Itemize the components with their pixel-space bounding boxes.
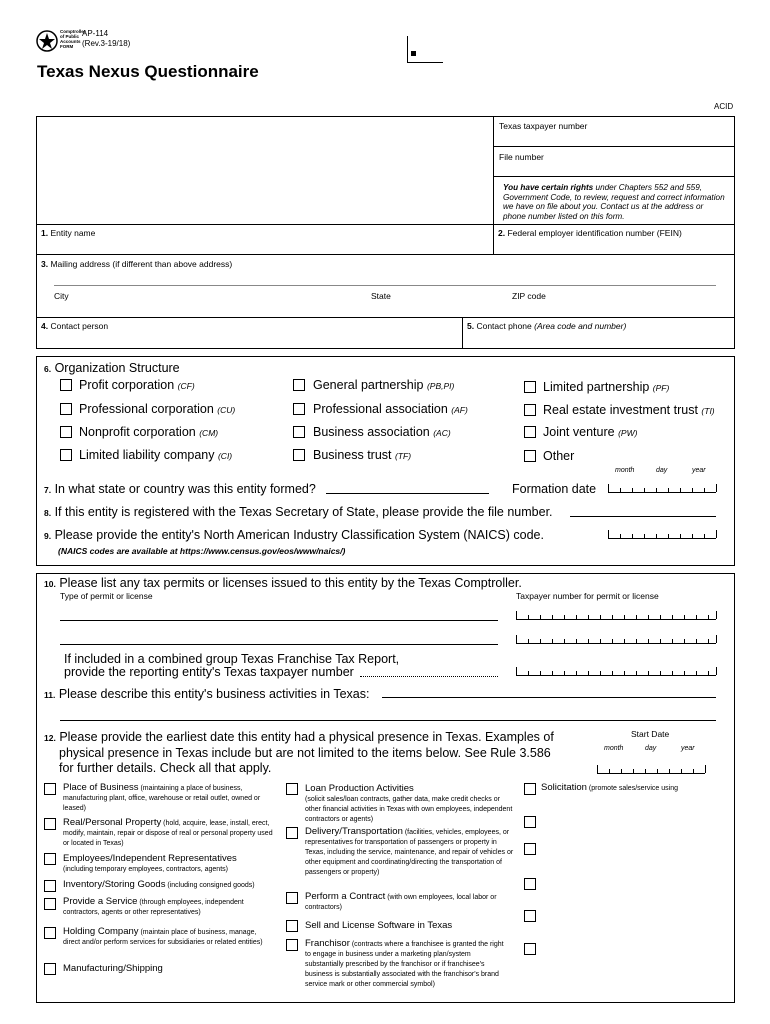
file-number-field[interactable]: File number <box>499 152 544 162</box>
professional-corp-checkbox[interactable] <box>60 403 72 415</box>
provide-service-checkbox[interactable] <box>44 898 56 910</box>
unlabeled-checkbox-5[interactable] <box>524 943 536 955</box>
professional-assoc-label: Professional association (AF) <box>313 402 468 416</box>
permit-taxpayer-input-1[interactable] <box>516 612 716 620</box>
professional-assoc-checkbox[interactable] <box>293 403 305 415</box>
inventory-item: Inventory/Storing Goods (including consigned goods) <box>63 879 255 890</box>
business-trust-label: Business trust (TF) <box>313 448 412 462</box>
start-month-label: month <box>604 745 624 752</box>
naics-note: (NAICS codes are available at https://www.census.gov/eos/www/naics/) <box>58 546 346 556</box>
business-assoc-checkbox[interactable] <box>293 426 305 438</box>
franchisor-item: Franchisor (contracts where a franchisee is granted the right to engage in business under a marketing plan/system substantially prescribed by the franchisor or if franchisee's business is substantially associated with the franchisor's brand service mark or other commercial symbol) <box>305 938 504 988</box>
permit-type-header: Type of permit or license <box>60 591 153 601</box>
reporting-entity-number-input[interactable] <box>516 668 716 676</box>
limited-partnership-checkbox[interactable] <box>524 381 536 393</box>
contact-phone-field[interactable]: 5. Contact phone (Area code and number) <box>467 321 627 331</box>
profit-corp-label: Profit corporation (CF) <box>79 378 195 392</box>
perform-contract-checkbox[interactable] <box>286 892 298 904</box>
other-checkbox[interactable] <box>524 450 536 462</box>
solicitation-item: Solicitation (promote sales/service using <box>541 782 678 793</box>
software-item: Sell and License Software in Texas <box>305 920 453 931</box>
comptroller-seal <box>36 30 58 52</box>
q7-text: 7. In what state or country was this entity formed? <box>44 482 316 496</box>
zip-field[interactable]: ZIP code <box>512 291 546 301</box>
business-activities-input-1[interactable] <box>382 697 716 698</box>
taxpayer-number-field[interactable]: Texas taxpayer number <box>499 121 588 131</box>
formation-month-label: month <box>615 467 635 474</box>
sos-file-number-input[interactable] <box>570 516 716 517</box>
state-formed-input[interactable] <box>326 493 489 494</box>
formation-year-label: year <box>692 467 706 474</box>
start-day-label: day <box>645 745 657 752</box>
formation-day-label: day <box>656 467 668 474</box>
limited-partnership-label: Limited partnership (PF) <box>543 380 670 394</box>
unlabeled-checkbox-3[interactable] <box>524 878 536 890</box>
delivery-item: Delivery/Transportation (facilities, vehicles, employees, or representatives for transportation of passengers or property in Texas, including the service, maintenance, and repair of vehicles or other equipment and coordinating/directing the transportation of passengers or property) <box>305 826 514 876</box>
solicitation-checkbox[interactable] <box>524 783 536 795</box>
permit-type-input-2[interactable] <box>60 644 498 645</box>
perform-contract-item: Perform a Contract (with own employees, local labor or contractors) <box>305 891 497 911</box>
rights-notice: You have certain rights under Chapters 552 and 559, Government Code, to review, request and correct information we have on file about you. Contact us at the address or phone number listed on this form. <box>503 183 725 221</box>
naics-code-input[interactable] <box>608 531 716 539</box>
q9-text: 9. Please provide the entity's North American Industry Classification System (NAICS) code. <box>44 528 544 542</box>
nonprofit-corp-label: Nonprofit corporation (CM) <box>79 425 219 439</box>
professional-corp-label: Professional corporation (CU) <box>79 402 236 416</box>
franchisor-checkbox[interactable] <box>286 939 298 951</box>
unlabeled-checkbox-1[interactable] <box>524 816 536 828</box>
employees-item: Employees/Independent Representatives (including temporary employees, contractors, agents) <box>63 853 237 873</box>
q10-text: 10. Please list any tax permits or licenses issued to this entity by the Texas Comptroller. <box>44 576 522 590</box>
reit-label: Real estate investment trust (TI) <box>543 403 715 417</box>
permit-type-input-1[interactable] <box>60 620 498 621</box>
form-revision: (Rev.3-19/18) <box>82 39 131 48</box>
contact-person-field[interactable]: 4. Contact person <box>41 321 109 331</box>
holding-company-checkbox[interactable] <box>44 927 56 939</box>
llc-label: Limited liability company (CI) <box>79 448 233 462</box>
delivery-checkbox[interactable] <box>286 827 298 839</box>
place-of-business-item: Place of Business (maintaining a place of business, manufacturing plant, office, warehouse or retail outlet, owned or leased) <box>63 782 261 812</box>
combined-group-text-1: If included in a combined group Texas Franchise Tax Report, <box>64 652 400 666</box>
llc-checkbox[interactable] <box>60 449 72 461</box>
scan-mark <box>411 51 416 56</box>
q12-text: 12. Please provide the earliest date this entity had a physical presence in Texas. Examples of physical presence in Texas include but are not limited to the items below. See Rule 3.586 for further details. Check all that apply. <box>44 730 554 775</box>
formation-date-label: Formation date <box>512 482 597 496</box>
joint-venture-label: Joint venture (PW) <box>543 425 638 439</box>
inventory-checkbox[interactable] <box>44 880 56 892</box>
permit-taxpayer-input-2[interactable] <box>516 636 716 644</box>
holding-company-item: Holding Company (maintain place of business, manage, direct and/or perform services for subsidiaries or related entities) <box>63 926 263 946</box>
start-year-label: year <box>681 745 695 752</box>
entity-name-field[interactable]: 1. Entity name <box>41 228 96 238</box>
real-property-checkbox[interactable] <box>44 818 56 830</box>
manufacturing-item: Manufacturing/Shipping <box>63 963 163 974</box>
provide-service-item: Provide a Service (through employees, independent contractors, agents or other representatives) <box>63 896 244 916</box>
start-date-label: Start Date <box>631 729 670 739</box>
real-property-item: Real/Personal Property (hold, acquire, lease, install, erect, modify, maintain, repair or dispose of real or personal property used or located in Texas) <box>63 817 273 847</box>
permit-taxpayer-header: Taxpayer number for permit or license <box>516 591 659 601</box>
general-partnership-label: General partnership (PB,PI) <box>313 378 455 392</box>
q11-text: 11. Please describe this entity's business activities in Texas: <box>44 687 370 701</box>
business-assoc-label: Business association (AC) <box>313 425 451 439</box>
page-title: Texas Nexus Questionnaire <box>37 62 259 81</box>
formation-date-input[interactable] <box>608 485 716 493</box>
org-structure-title: 6. Organization Structure <box>44 361 180 375</box>
employees-checkbox[interactable] <box>44 853 56 865</box>
unlabeled-checkbox-2[interactable] <box>524 843 536 855</box>
business-activities-input-2[interactable] <box>60 720 716 721</box>
acid-label: ACID <box>714 102 734 111</box>
fein-field[interactable]: 2. Federal employer identification number (FEIN) <box>498 228 682 238</box>
software-checkbox[interactable] <box>286 920 298 932</box>
other-label: Other <box>543 449 575 463</box>
profit-corp-checkbox[interactable] <box>60 379 72 391</box>
manufacturing-checkbox[interactable] <box>44 963 56 975</box>
business-trust-checkbox[interactable] <box>293 449 305 461</box>
state-field[interactable]: State <box>371 291 391 301</box>
place-of-business-checkbox[interactable] <box>44 783 56 795</box>
start-date-input[interactable] <box>597 766 705 774</box>
seal-text: Comptroller of Public Accounts FORM <box>60 29 86 49</box>
joint-venture-checkbox[interactable] <box>524 426 536 438</box>
general-partnership-checkbox[interactable] <box>293 379 305 391</box>
city-field[interactable]: City <box>54 291 69 301</box>
loan-production-item: Loan Production Activities (solicit sales/loan contracts, gather data, make credit checks or other financial activities in Texas with own employees, independent contractors or agents) <box>305 783 513 823</box>
reit-checkbox[interactable] <box>524 404 536 416</box>
form-number: AP-114 <box>82 29 109 38</box>
mailing-address-field[interactable]: 3. Mailing address (if different than above address) <box>41 259 233 269</box>
unlabeled-checkbox-4[interactable] <box>524 910 536 922</box>
combined-group-text-2: provide the reporting entity's Texas taxpayer number <box>64 665 354 679</box>
nonprofit-corp-checkbox[interactable] <box>60 426 72 438</box>
q8-text: 8. If this entity is registered with the Texas Secretary of State, please provide the file number. <box>44 505 553 519</box>
loan-production-checkbox[interactable] <box>286 783 298 795</box>
